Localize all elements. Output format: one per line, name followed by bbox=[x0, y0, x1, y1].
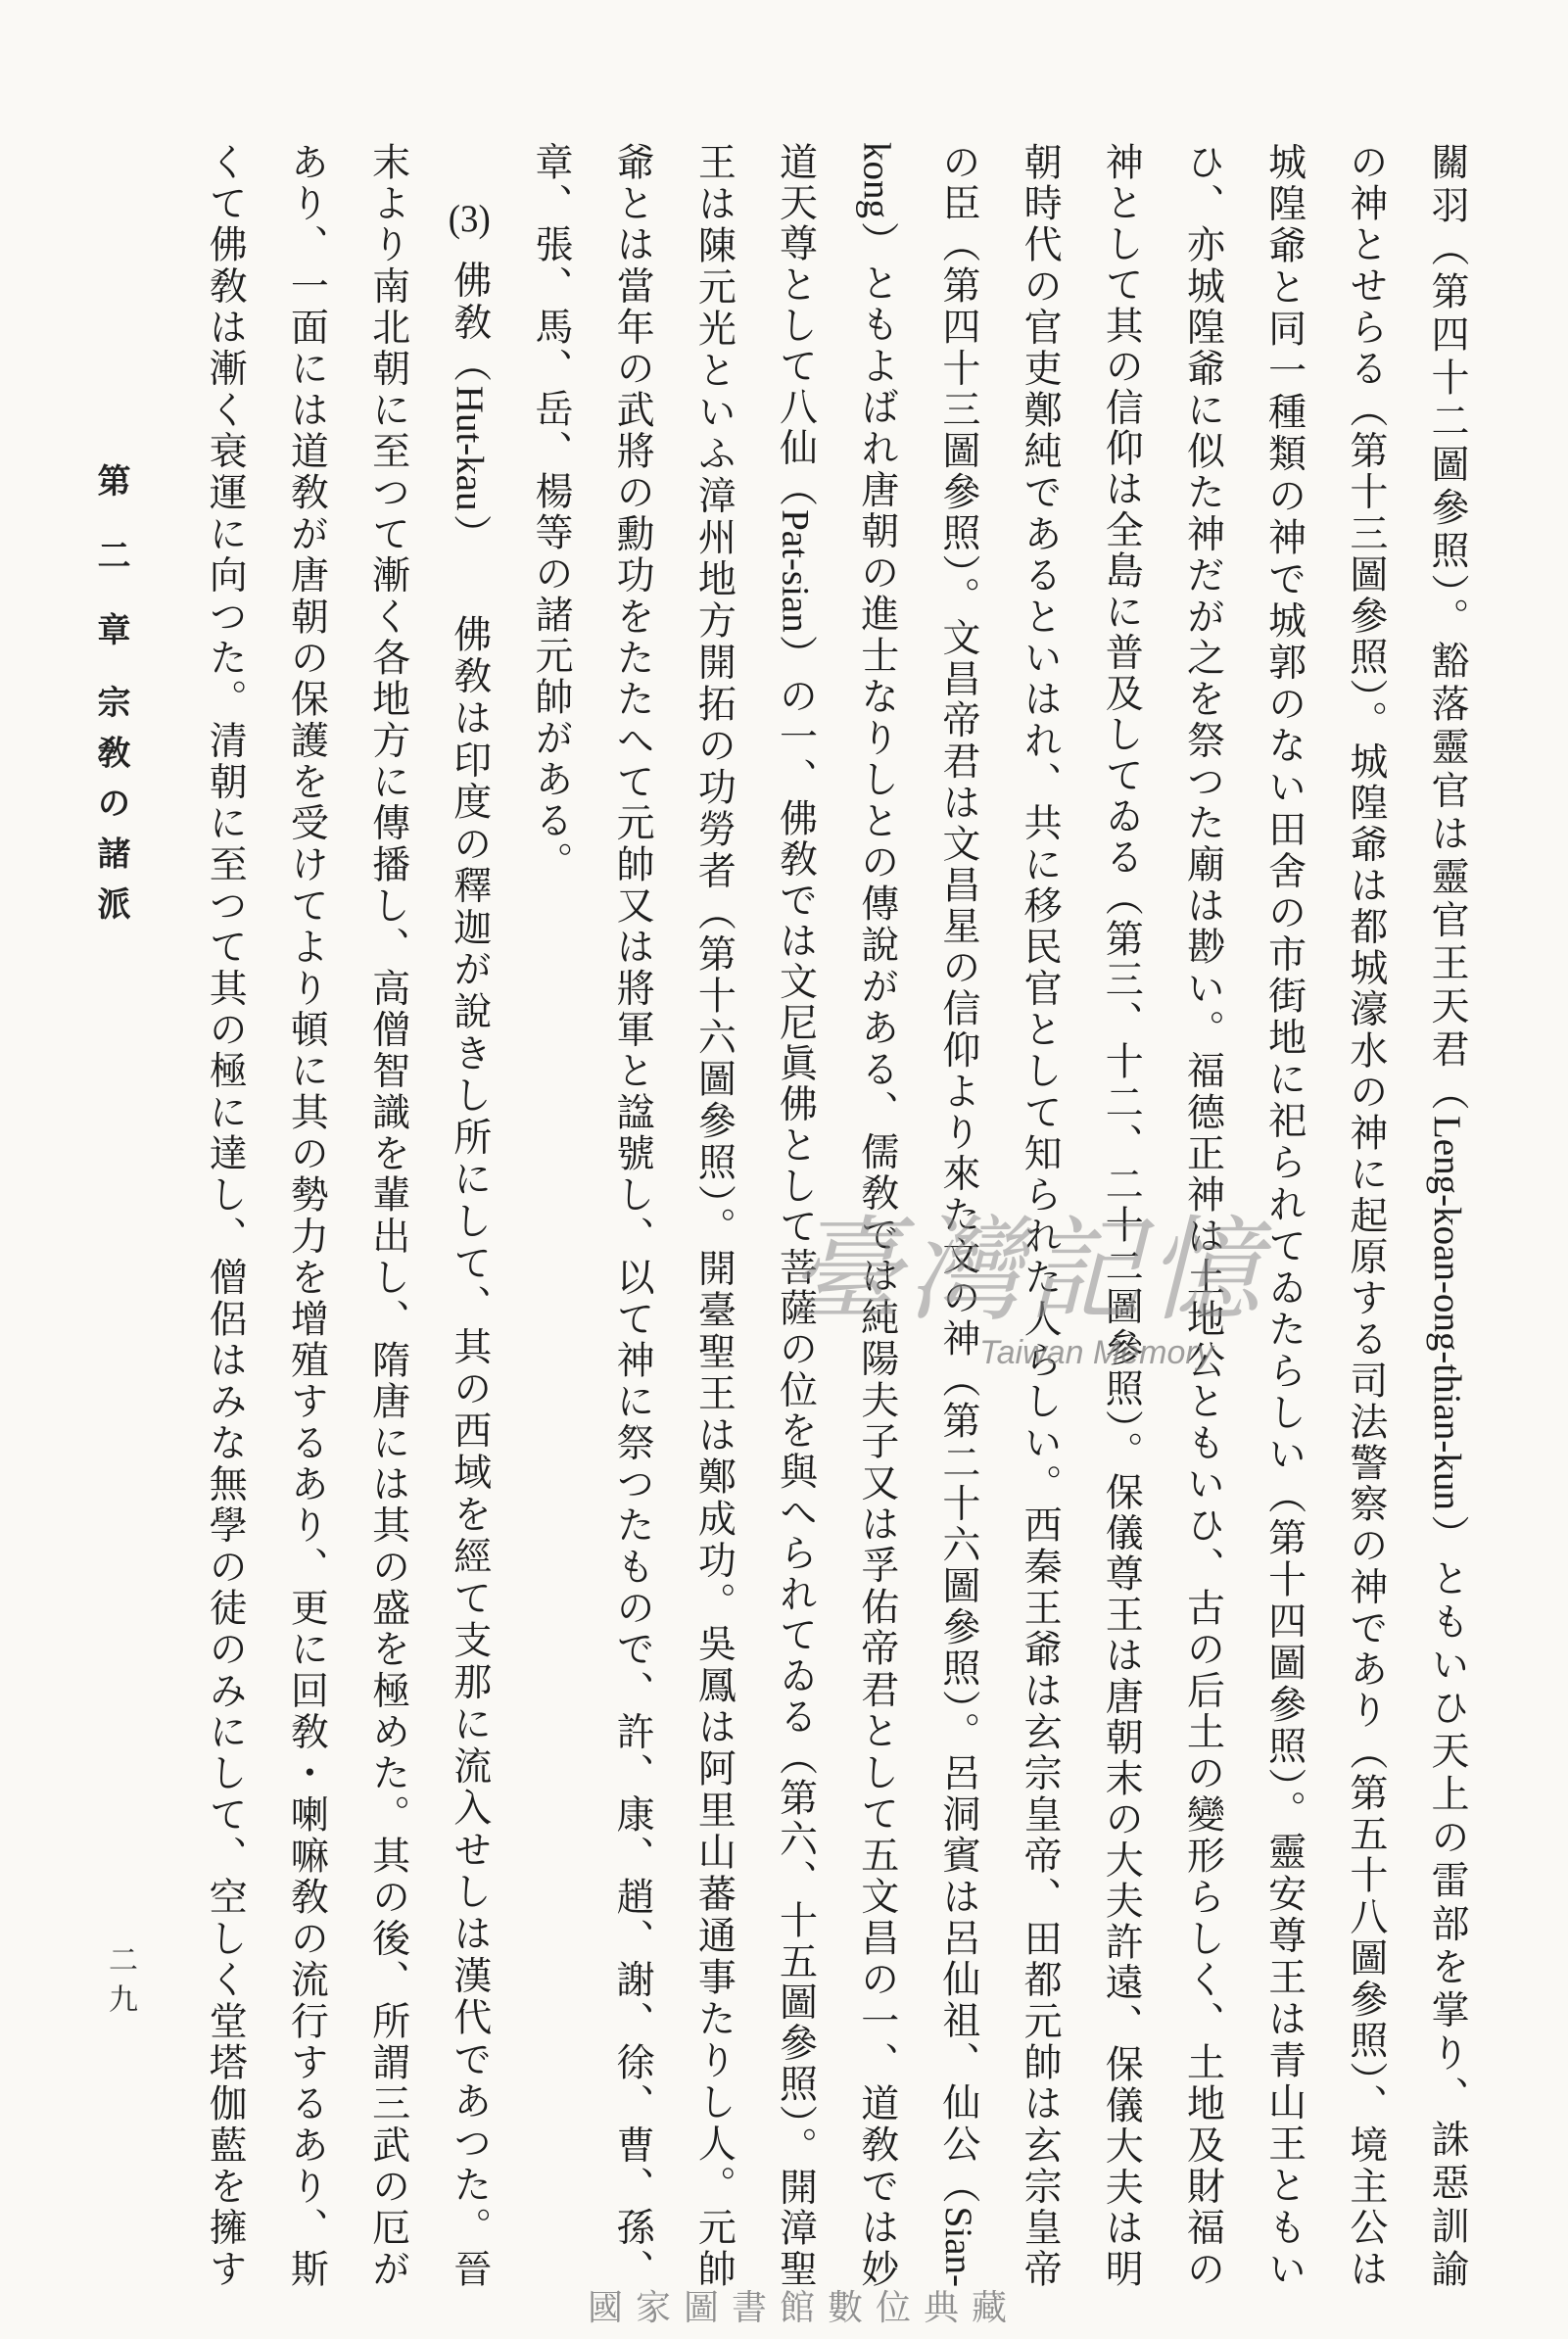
text-column-3: 城隍爺と同一種類の神で城郭のない田舍の市街地に祀られてゐたらしい（第十四圖參照）。靈安尊王は青山王ともい bbox=[1262, 142, 1306, 2287]
text-column-4: ひ、亦城隍爺に似た神だが之を祭つた廟は尠い。福德正神は土地公ともいひ、古の后土の變形らしく、土地及財福の bbox=[1181, 142, 1224, 2287]
text-column-7: の臣（第四十三圖參照）。文昌帝君は文昌星の信仰より來た文の神（第二十六圖參照）。呂洞賓は呂仙祖、仙公（Sian- bbox=[936, 142, 979, 2287]
text-column-9: 道天尊として八仙（Pat-sian）の一、佛敎では文尼眞佛として菩薩の位を與へられてゐる（第六、十五圖參照）。開漳聖 bbox=[774, 142, 817, 2287]
watermark-logo-subtext: Taiwan Memory bbox=[979, 1334, 1213, 1371]
section-title-romanized: （Hut-kau） bbox=[448, 344, 491, 557]
text-column-5: 神として其の信仰は全島に普及してゐる（第三、十二、二十二圖參照）。保儀尊王は唐朝末の大夫許遠、保儀大夫は明 bbox=[1100, 142, 1143, 2287]
text-column-11: 爺とは當年の武將の勳功をたたへて元帥又は將軍と諡號し、以て神に祭つたもので、許、康、趙、謝、徐、曹、孫、 bbox=[611, 142, 654, 2287]
page-number: 二九 bbox=[104, 1944, 136, 2013]
section-heading-column bbox=[429, 142, 510, 2287]
text-column-15: あり、一面には道敎が唐朝の保護を受けてより頓に其の勢力を增殖するあり、更に回敎・喇嘛敎の流行するあり、斯 bbox=[285, 142, 328, 2287]
section-first-line: 佛敎は印度の釋迦が說きし所にして、其の西域を經て支那に流入せしは漢代であつた。晉 bbox=[448, 614, 491, 2287]
running-head-chapter: 第二章 bbox=[92, 463, 128, 645]
text-column-14: 末より南北朝に至つて漸く各地方に傳播し、高僧智識を輩出し、隋唐には其の盛を極めた。其の後、所謂三武の厄が bbox=[366, 142, 409, 2287]
section-number: (3) bbox=[448, 199, 491, 238]
text-column-10: 王は陳元光といふ漳州地方開拓の功勞者（第十六圖參照）。開臺聖王は鄭成功。吳鳳は阿里山蕃通事たりし人。元帥 bbox=[692, 142, 736, 2287]
text-column-2: の神とせらる（第十三圖參照）。城隍爺は都城濠水の神に起原する司法警察の神であり（第五十八圖參照）、境主公は bbox=[1344, 142, 1387, 2287]
text-column-16: くて佛敎は漸く衰運に向つた。清朝に至つて其の極に達し、僧侶はみな無學の徒のみにして、空しく堂塔伽藍を擁す bbox=[204, 142, 247, 2287]
archive-footer-label: 國家圖書館數位典藏 bbox=[588, 2288, 1021, 2328]
text-column-6: 朝時代の官吏鄭純であるといはれ、共に移民官として知られた人らしい。西秦王爺は玄宗皇帝、田都元帥は玄宗皇帝 bbox=[1019, 142, 1062, 2287]
text-column-1: 關羽（第四十二圖參照）。豁落靈官は靈官王天君（Leng-koan-ong-thian-kun）ともいひ天上の雷部を掌り、誅惡訓諭 bbox=[1426, 142, 1468, 2287]
text-column-12: 章、張、馬、岳、楊等の諸元帥がある。 bbox=[529, 142, 572, 883]
running-head-title: 宗敎の諸派 bbox=[92, 685, 128, 920]
watermark-logo: 臺灣記憶 bbox=[788, 1205, 1266, 1337]
section-title: 佛敎 bbox=[448, 260, 491, 345]
text-column-8: kong）ともよばれ唐朝の進士なりしとの傳說がある、儒敎では純陽夫子又は孚佑帝君として五文昌の一、道敎では妙 bbox=[855, 142, 898, 2287]
